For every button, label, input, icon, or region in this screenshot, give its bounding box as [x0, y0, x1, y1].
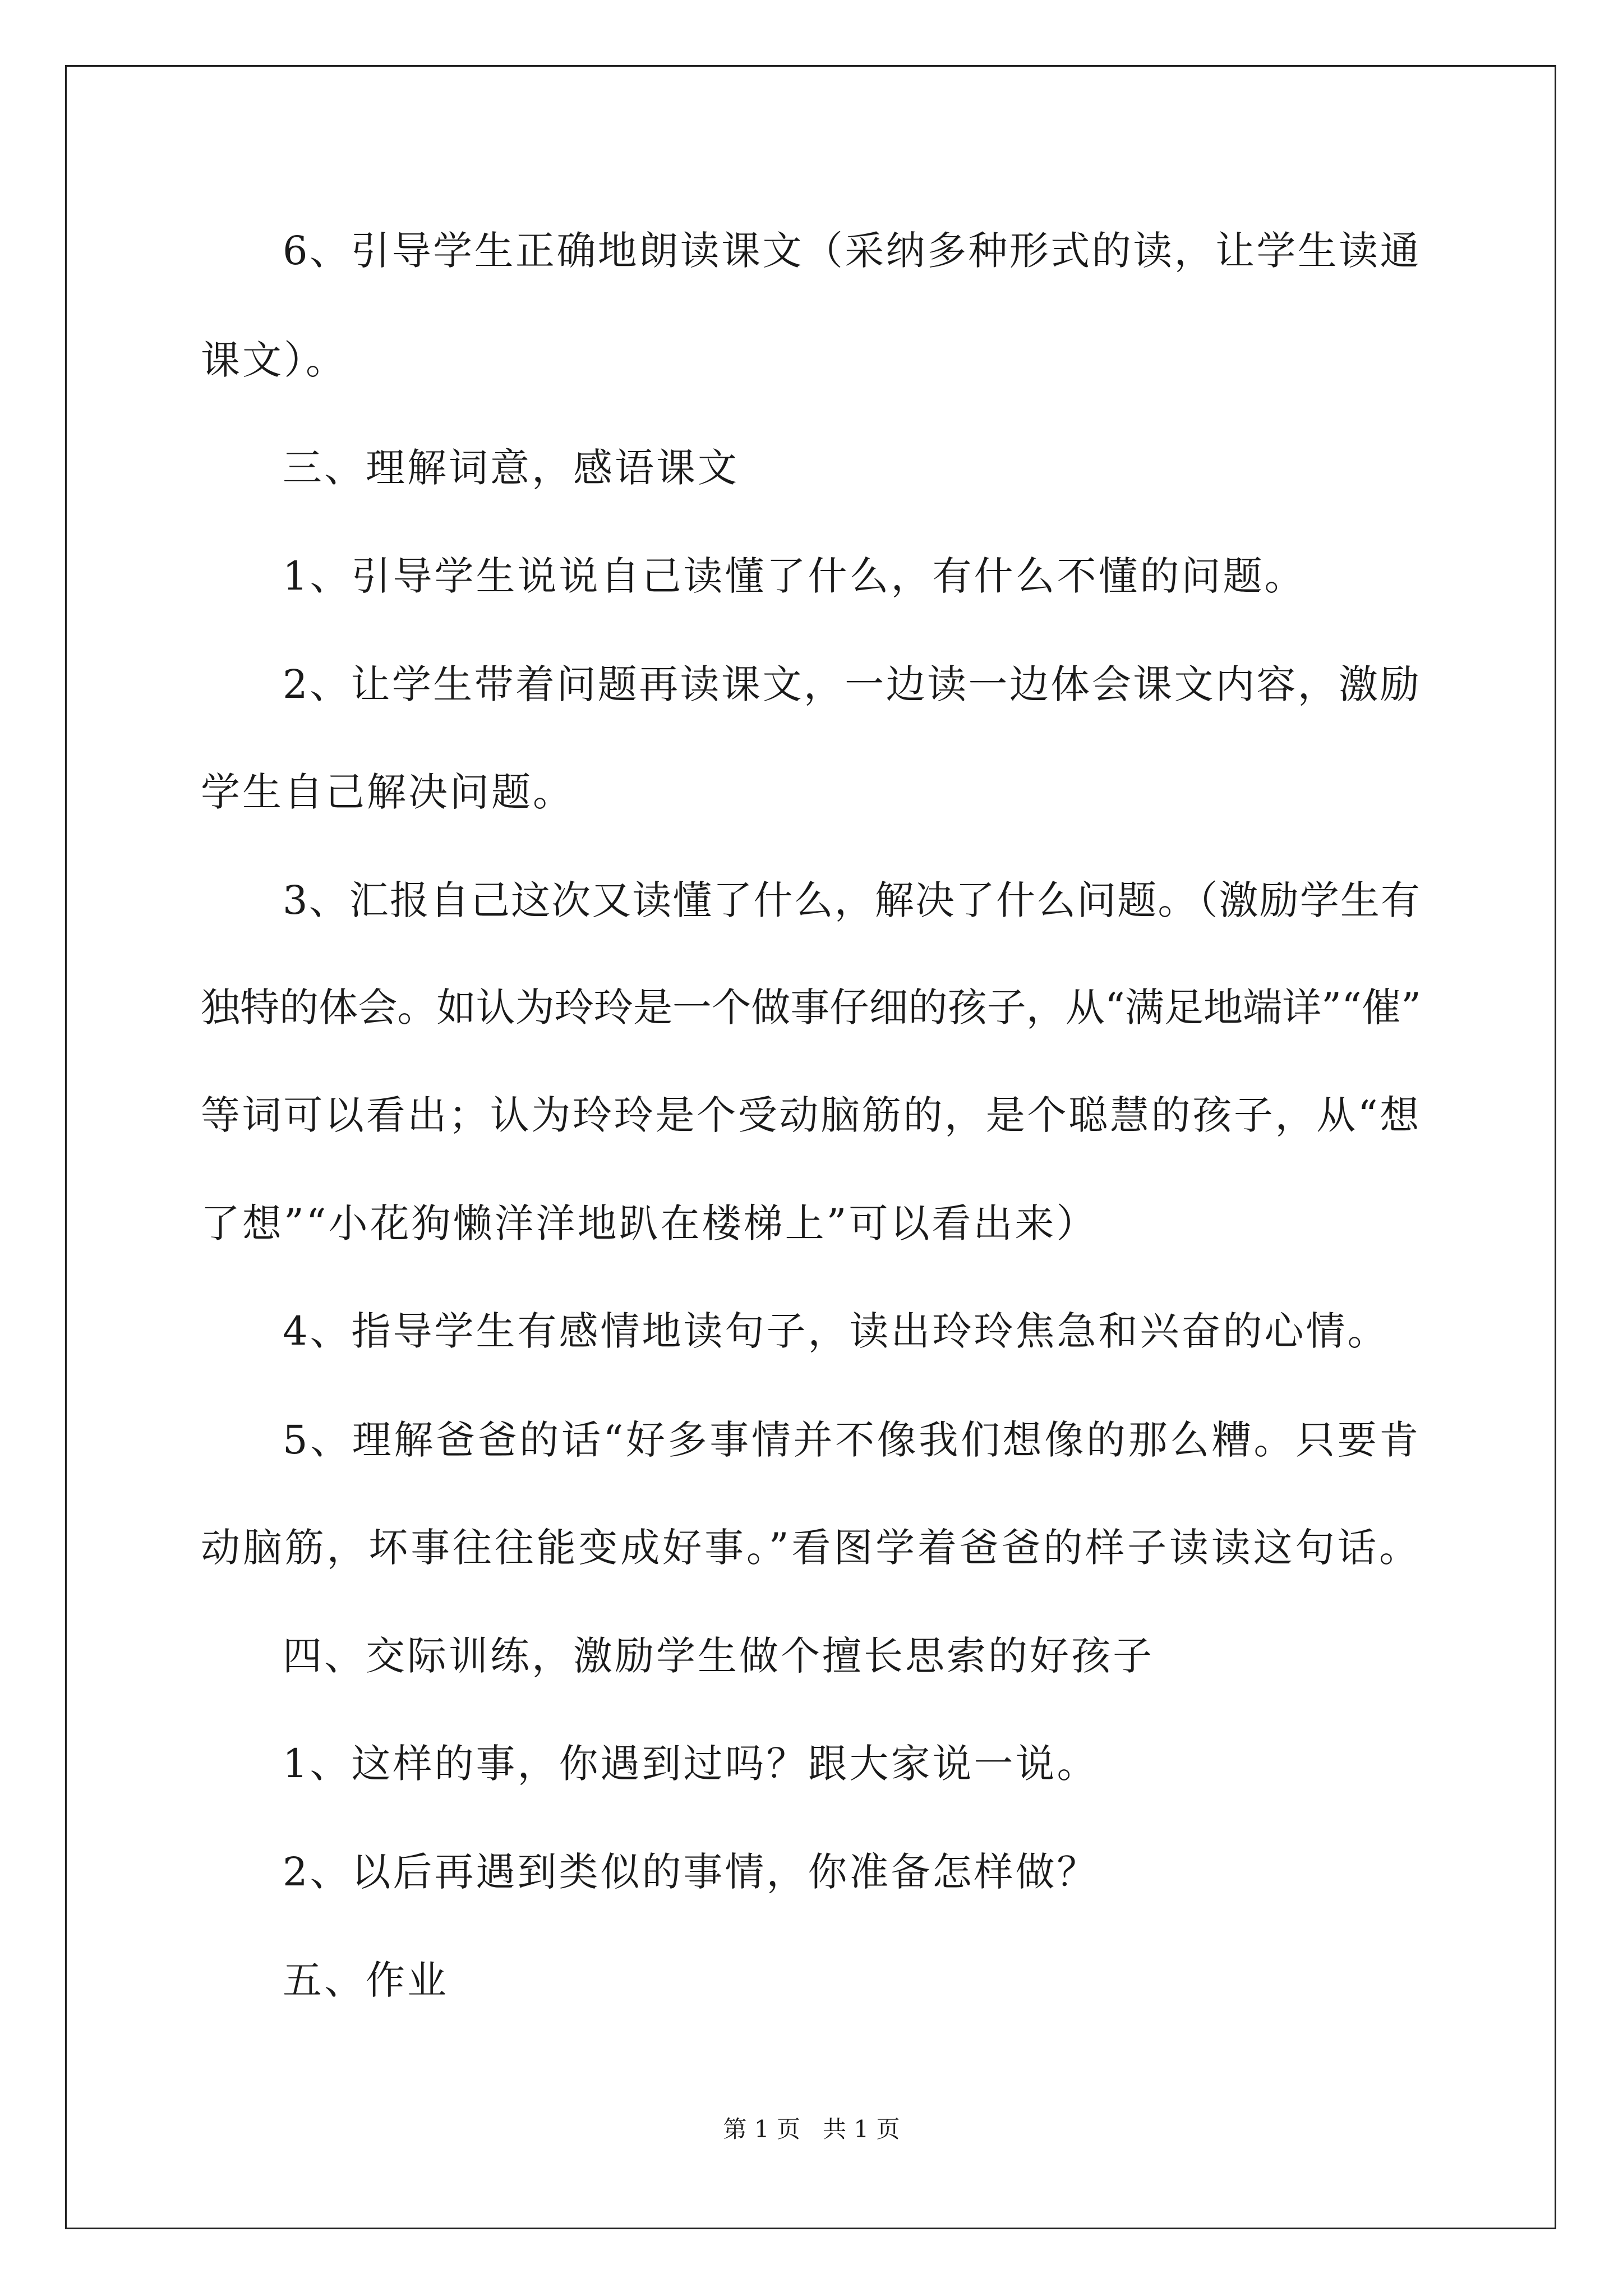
- section-heading: 三、理解词意，感语课文: [283, 445, 739, 491]
- paragraph-line: 课文）。: [201, 337, 347, 383]
- page-border: [65, 65, 1556, 2229]
- paragraph-line: 1、这样的事，你遇到过吗？跟大家说一说。: [283, 1741, 1099, 1787]
- paragraph-line: 独特的体会。如认为玲玲是一个做事仔细的孩子，从“满足地端详”“催”: [201, 984, 1421, 1030]
- paragraph-line: 等词可以看出；认为玲玲是个受动脑筋的，是个聪慧的孩子，从“想: [201, 1092, 1421, 1138]
- paragraph-line: 4、指导学生有感情地读句子，读出玲玲焦急和兴奋的心情。: [283, 1308, 1389, 1354]
- paragraph-line: 动脑筋，坏事往往能变成好事。”看图学着爸爸的样子读读这句话。: [201, 1525, 1421, 1571]
- paragraph-line: 2、以后再遇到类似的事情，你准备怎样做？: [283, 1849, 1099, 1895]
- paragraph-line: 了想”“小花狗懒洋洋地趴在楼梯上”可以看出来）: [201, 1200, 1098, 1246]
- paragraph-line: 5、理解爸爸的话“好多事情并不像我们想像的那么糟。只要肯: [283, 1417, 1421, 1463]
- paragraph-line: 学生自己解决问题。: [201, 769, 574, 815]
- section-heading: 五、作业: [283, 1957, 449, 2003]
- paragraph-line: 2、让学生带着问题再读课文，一边读一边体会课文内容，激励: [283, 661, 1421, 707]
- section-heading: 四、交际训练，激励学生做个擅长思索的好孩子: [283, 1633, 1154, 1679]
- paragraph-line: 1、引导学生说说自己读懂了什么，有什么不懂的问题。: [283, 553, 1306, 599]
- page-number-footer: 第 1 页 共 1 页: [723, 2115, 900, 2143]
- paragraph-line: 6、引导学生正确地朗读课文（采纳多种形式的读，让学生读通: [283, 228, 1421, 274]
- paragraph-line: 3、汇报自己这次又读懂了什么，解决了什么问题。（激励学生有: [283, 877, 1421, 923]
